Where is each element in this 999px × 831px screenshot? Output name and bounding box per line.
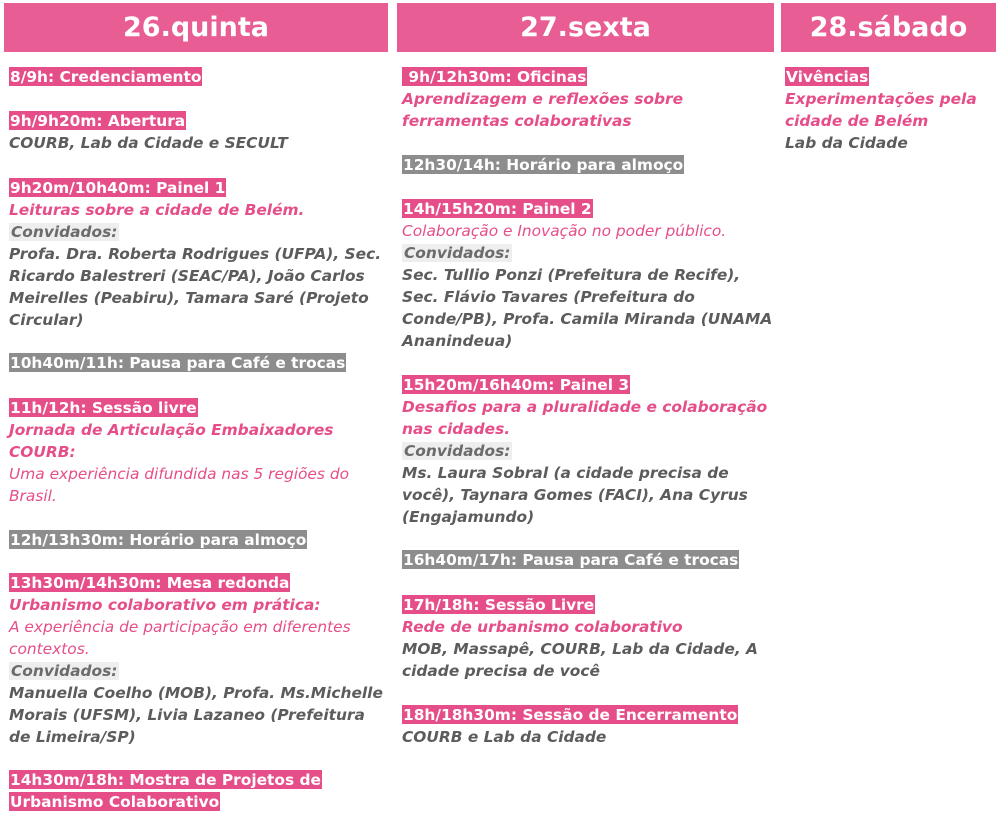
event-title: Desafios para a pluralidade e colaboração nas cidades. xyxy=(402,398,768,438)
column-sabado xyxy=(781,3,996,152)
event-time: 17h/18h: Sessão Livre xyxy=(403,596,595,614)
event-guests: Profa. Dra. Roberta Rodrigues (UFPA), Sec. Ricardo Balestreri (SEAC/PA), João Carlos Meirelles (Peabiru), Tamara Saré (Projeto Circular) xyxy=(9,245,382,329)
event-time: Vivências xyxy=(786,68,869,86)
event-guests: Sec. Tullio Ponzi (Prefeitura de Recife), Sec. Flávio Tavares (Prefeitura do Conde/PB), Profa. Camila Miranda (UNAMA Ananindeua) xyxy=(402,266,773,350)
event-time: 16h40m/17h: Pausa para Café e trocas xyxy=(403,551,739,569)
event-description: Uma experiência difundida nas 5 regiões do Brasil. xyxy=(9,465,349,505)
event-title: Rede de urbanismo colaborativo xyxy=(402,618,683,636)
event-painel-1 xyxy=(9,177,388,331)
guests-label: Convidados: xyxy=(404,244,511,262)
event-description: COURB e Lab da Cidade xyxy=(402,728,607,746)
event-time-line1: 14h30m/18h: Mostra de Projetos de xyxy=(10,771,321,789)
event-time: 8/9h: Credenciamento xyxy=(10,68,202,86)
event-pausa-cafe-sexta xyxy=(402,549,774,571)
event-title: Urbanismo colaborativo em prática: xyxy=(9,596,321,614)
event-painel-3 xyxy=(402,374,774,528)
event-time: 9h/9h20m: Abertura xyxy=(10,112,186,130)
event-oficinas xyxy=(402,66,774,132)
event-vivencias xyxy=(785,66,996,154)
event-description: COURB, Lab da Cidade e SECULT xyxy=(9,134,288,152)
day-header-quinta: 26.quinta xyxy=(4,3,388,52)
event-time: 13h30m/14h30m: Mesa redonda xyxy=(10,574,290,592)
column-quinta xyxy=(4,3,388,811)
event-guests: Ms. Laura Sobral (a cidade precisa de você), Taynara Gomes (FACI), Ana Cyrus (Engajamundo) xyxy=(402,464,748,526)
event-title: Jornada de Articulação Embaixadores COURB: xyxy=(9,421,334,461)
event-time: 10h40m/11h: Pausa para Café e trocas xyxy=(10,354,346,372)
event-time: 9h20m/10h40m: Painel 1 xyxy=(10,179,226,197)
event-time: 12h30/14h: Horário para almoço xyxy=(403,156,684,174)
event-title: Aprendizagem e reflexões sobre ferramentas colaborativas xyxy=(402,90,684,130)
event-painel-2 xyxy=(402,198,774,352)
event-time: 18h/18h30m: Sessão de Encerramento xyxy=(403,706,738,724)
guests-label: Convidados: xyxy=(404,442,511,460)
event-mesa-redonda xyxy=(9,572,388,748)
event-credenciamento xyxy=(9,66,388,88)
event-description: Lab da Cidade xyxy=(785,134,908,152)
event-sessao-livre xyxy=(9,397,388,507)
event-almoco xyxy=(9,529,388,551)
event-title: Leituras sobre a cidade de Belém. xyxy=(9,201,305,219)
event-guests: MOB, Massapê, COURB, Lab da Cidade, A cidade precisa de você xyxy=(402,640,758,680)
event-abertura xyxy=(9,110,388,154)
event-sessao-livre-sexta xyxy=(402,594,774,682)
event-time: 12h/13h30m: Horário para almoço xyxy=(10,531,307,549)
guests-label: Convidados: xyxy=(11,223,118,241)
event-pausa-cafe xyxy=(9,352,388,374)
event-time: 14h/15h20m: Painel 2 xyxy=(403,200,592,218)
guests-label: Convidados: xyxy=(11,662,118,680)
event-title: Colaboração e Inovação no poder público. xyxy=(402,222,727,240)
day-header-sexta: 27.sexta xyxy=(397,3,774,52)
day-header-sabado: 28.sábado xyxy=(781,3,996,52)
event-description: A experiência de participação em diferentes contextos. xyxy=(9,618,351,658)
event-time: 9h/12h30m: Oficinas xyxy=(403,68,587,86)
event-almoco-sexta xyxy=(402,154,774,176)
event-guests: Manuella Coelho (MOB), Profa. Ms.Michelle Morais (UFSM), Livia Lazaneo (Prefeitura de Limeira/SP) xyxy=(9,684,383,746)
event-encerramento xyxy=(402,704,774,748)
event-mostra-projetos xyxy=(9,769,388,813)
event-time: 15h20m/16h40m: Painel 3 xyxy=(403,376,630,394)
event-time-line2: Urbanismo Colaborativo xyxy=(10,793,220,811)
column-sexta xyxy=(397,3,774,746)
event-title: Experimentações pela cidade de Belém xyxy=(785,90,977,130)
event-time: 11h/12h: Sessão livre xyxy=(10,399,197,417)
